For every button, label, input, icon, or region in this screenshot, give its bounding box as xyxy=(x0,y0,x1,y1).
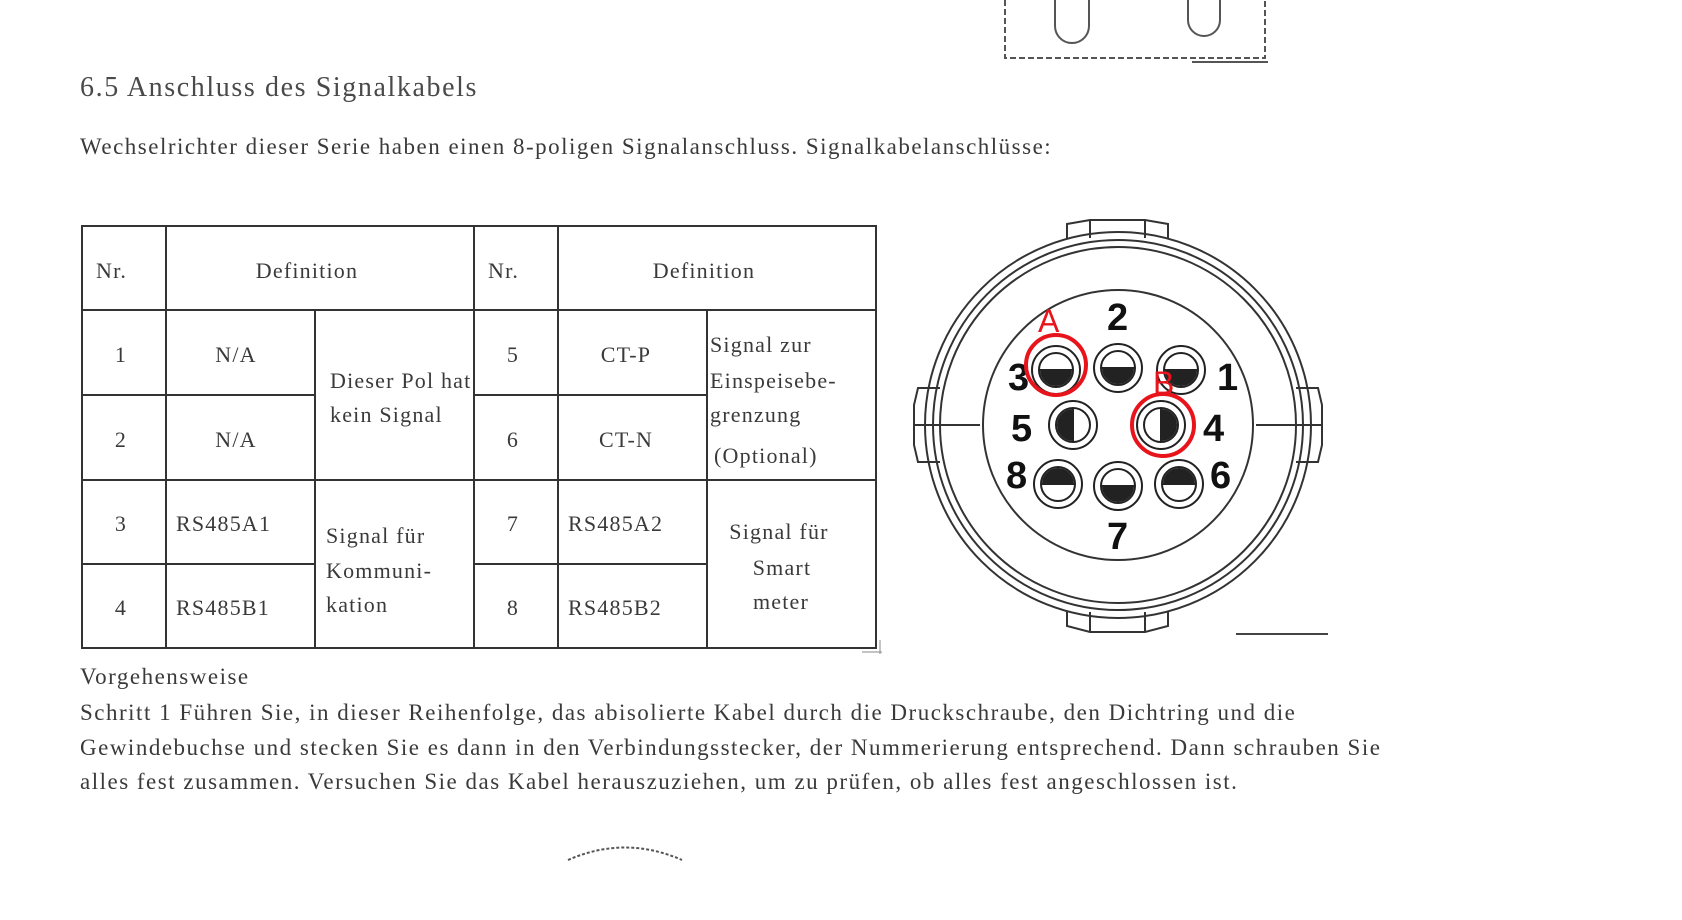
pin-label-7: 7 xyxy=(1107,516,1129,558)
procedure-line-3: alles fest zusammen. Versuchen Sie das Kabel herauszuziehen, um zu prüfen, ob alles fest angeschlossen ist. xyxy=(80,769,1239,794)
procedure-line-2: Gewindebuchse und stecken Sie es dann in den Verbindungsstecker, der Nummerierung entsprechend. Dann schrauben Sie xyxy=(80,735,1382,760)
row-nr-4: 4 xyxy=(114,595,128,620)
group-smart-meter-line1: Signal für xyxy=(729,519,829,544)
group-feed-in-line2: Einspeisebe- xyxy=(710,368,837,393)
row-nr-2: 2 xyxy=(114,427,128,452)
pin-8-icon xyxy=(1034,460,1082,508)
section-heading: 6.5 Anschluss des Signalkabels xyxy=(80,72,478,103)
group-feed-in-line3: grenzung xyxy=(710,402,802,427)
header-nr-right: Nr. xyxy=(488,258,520,283)
group-communication-line1: Signal für xyxy=(326,523,426,548)
row-name-5: CT-P xyxy=(600,342,652,367)
row-name-2: N/A xyxy=(215,427,257,452)
row-name-7: RS485A2 xyxy=(568,511,664,536)
group-no-signal-line2: kein Signal xyxy=(330,402,443,427)
group-communication-line2: Kommuni- xyxy=(326,558,433,583)
row-nr-7: 7 xyxy=(506,511,520,536)
group-communication-line3: kation xyxy=(326,592,389,617)
row-nr-8: 8 xyxy=(506,595,520,620)
procedure-title: Vorgehensweise xyxy=(80,664,250,689)
group-no-signal-line1: Dieser Pol hat xyxy=(330,368,472,393)
row-name-1: N/A xyxy=(215,342,257,367)
row-nr-3: 3 xyxy=(114,511,128,536)
row-nr-5: 5 xyxy=(506,342,520,367)
row-nr-6: 6 xyxy=(506,427,520,452)
header-definition-right: Definition xyxy=(652,258,756,283)
group-smart-meter-line3: meter xyxy=(752,589,810,614)
row-nr-1: 1 xyxy=(114,342,128,367)
header-definition-left: Definition xyxy=(255,258,359,283)
row-name-3: RS485A1 xyxy=(176,511,272,536)
pin-label-1: 1 xyxy=(1217,357,1239,399)
pin-label-8: 8 xyxy=(1006,455,1028,497)
group-feed-in-line4: (Optional) xyxy=(714,443,818,468)
row-name-4: RS485B1 xyxy=(176,595,270,620)
group-feed-in-line1: Signal zur xyxy=(710,332,812,357)
pin-2-icon xyxy=(1094,344,1142,392)
connector-diagram xyxy=(900,205,1340,650)
pin-label-5: 5 xyxy=(1011,408,1033,450)
pin-label-4: 4 xyxy=(1203,408,1225,450)
pin-3-icon xyxy=(1032,346,1080,394)
pin-6-icon xyxy=(1155,460,1203,508)
pin-label-6: 6 xyxy=(1210,455,1232,497)
pin-7-icon xyxy=(1094,462,1142,510)
group-smart-meter-line2: Smart xyxy=(752,555,812,580)
bottom-figure-fragment xyxy=(560,835,700,865)
top-figure-fragment xyxy=(1000,0,1280,70)
pin-5-icon xyxy=(1049,401,1097,449)
marker-b-label: B xyxy=(1153,365,1175,401)
marker-a-label: A xyxy=(1038,303,1060,339)
row-name-8: RS485B2 xyxy=(568,595,662,620)
procedure-line-1: Schritt 1 Führen Sie, in dieser Reihenfolge, das abisolierte Kabel durch die Druckschraube, den Dichtring und die xyxy=(80,700,1297,725)
pin-4-icon xyxy=(1137,401,1185,449)
pin-label-2: 2 xyxy=(1107,297,1129,339)
intro-text: Wechselrichter dieser Serie haben einen 8-poligen Signalanschluss. Signalkabelanschlüsse: xyxy=(80,134,1053,159)
header-nr-left: Nr. xyxy=(96,258,128,283)
pin-label-3: 3 xyxy=(1008,357,1030,399)
row-name-6: CT-N xyxy=(598,427,654,452)
